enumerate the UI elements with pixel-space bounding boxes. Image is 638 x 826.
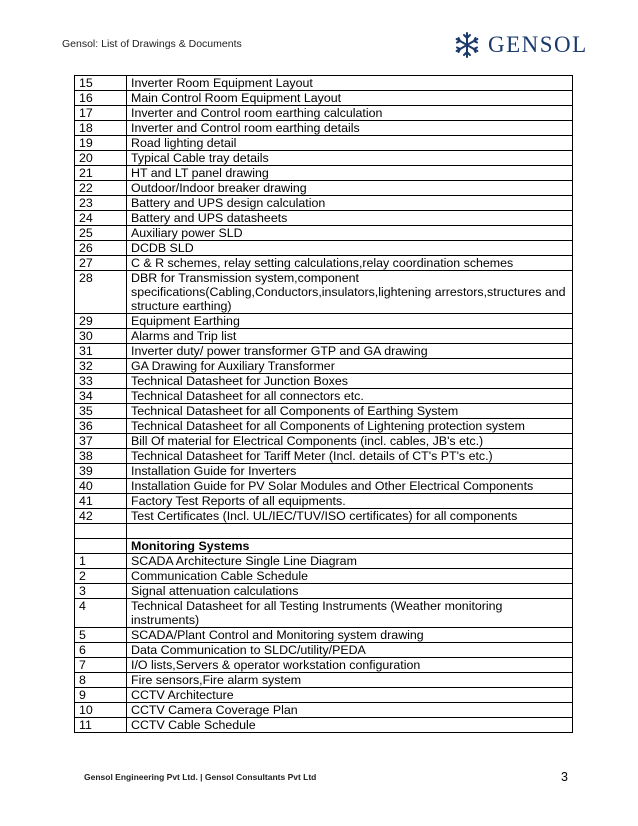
- table-row: [75, 569, 573, 584]
- section-header-row: [75, 539, 573, 554]
- row-description: Technical Datasheet for all Components of Lightening protection system: [127, 419, 573, 434]
- row-number: 3: [75, 584, 127, 599]
- row-description: Communication Cable Schedule: [127, 569, 573, 584]
- gensol-logo: [452, 28, 588, 62]
- row-description: GA Drawing for Auxiliary Transformer: [127, 359, 573, 374]
- row-number: 37: [75, 434, 127, 449]
- row-description: I/O lists,Servers & operator workstation configuration: [127, 658, 573, 673]
- row-number: 2: [75, 569, 127, 584]
- row-description: Test Certificates (Incl. UL/IEC/TUV/ISO certificates) for all components: [127, 509, 573, 524]
- row-number: 15: [75, 76, 127, 91]
- table-row: [75, 479, 573, 494]
- row-number: 20: [75, 151, 127, 166]
- row-description: Inverter and Control room earthing details: [127, 121, 573, 136]
- row-number: 27: [75, 256, 127, 271]
- table-row: [75, 226, 573, 241]
- row-description: Factory Test Reports of all equipments.: [127, 494, 573, 509]
- row-number: 38: [75, 449, 127, 464]
- row-description: Data Communication to SLDC/utility/PEDA: [127, 643, 573, 658]
- table-row: [75, 494, 573, 509]
- row-description: CCTV Cable Schedule: [127, 718, 573, 733]
- footer-company: Gensol Engineering Pvt Ltd. | Gensol Consultants Pvt Ltd: [84, 772, 317, 782]
- row-number: 32: [75, 359, 127, 374]
- table-body: [75, 76, 573, 733]
- section-title: Monitoring Systems: [127, 539, 573, 554]
- table-row: [75, 314, 573, 329]
- row-number: 36: [75, 419, 127, 434]
- row-number: 16: [75, 91, 127, 106]
- row-description: Battery and UPS datasheets: [127, 211, 573, 226]
- row-description: Typical Cable tray details: [127, 151, 573, 166]
- table-row: [75, 241, 573, 256]
- row-number: 42: [75, 509, 127, 524]
- table-row: [75, 599, 573, 628]
- row-description: Outdoor/Indoor breaker drawing: [127, 181, 573, 196]
- row-description: Battery and UPS design calculation: [127, 196, 573, 211]
- row-number: 24: [75, 211, 127, 226]
- table-row: [75, 419, 573, 434]
- table-row: [75, 389, 573, 404]
- table-row: [75, 628, 573, 643]
- table-row: [75, 166, 573, 181]
- row-number: [75, 539, 127, 554]
- row-description: SCADA/Plant Control and Monitoring system drawing: [127, 628, 573, 643]
- row-number: 4: [75, 599, 127, 628]
- row-description: Main Control Room Equipment Layout: [127, 91, 573, 106]
- row-description: Technical Datasheet for Junction Boxes: [127, 374, 573, 389]
- row-number: 39: [75, 464, 127, 479]
- row-description: Road lighting detail: [127, 136, 573, 151]
- table-row: [75, 271, 573, 314]
- blank-row: [75, 524, 573, 539]
- row-description: CCTV Architecture: [127, 688, 573, 703]
- table-row: [75, 329, 573, 344]
- table-row: [75, 703, 573, 718]
- row-number: 5: [75, 628, 127, 643]
- row-number: 23: [75, 196, 127, 211]
- row-description: Technical Datasheet for all connectors etc.: [127, 389, 573, 404]
- row-description: Technical Datasheet for all Components of Earthing System: [127, 404, 573, 419]
- row-number: [75, 524, 127, 539]
- row-description: Inverter Room Equipment Layout: [127, 76, 573, 91]
- table-row: [75, 196, 573, 211]
- row-number: 1: [75, 554, 127, 569]
- table-row: [75, 434, 573, 449]
- row-description: [127, 524, 573, 539]
- row-description: DBR for Transmission system,component specifications(Cabling,Conductors,insulators,lightening arrestors,structures and structure earthing): [127, 271, 573, 314]
- table-row: [75, 449, 573, 464]
- row-number: 9: [75, 688, 127, 703]
- row-number: 34: [75, 389, 127, 404]
- row-number: 29: [75, 314, 127, 329]
- row-number: 35: [75, 404, 127, 419]
- table-row: [75, 121, 573, 136]
- row-description: SCADA Architecture Single Line Diagram: [127, 554, 573, 569]
- table-row: [75, 344, 573, 359]
- table-row: [75, 673, 573, 688]
- table-row: [75, 643, 573, 658]
- table-row: [75, 404, 573, 419]
- row-number: 41: [75, 494, 127, 509]
- row-number: 40: [75, 479, 127, 494]
- row-number: 11: [75, 718, 127, 733]
- row-number: 10: [75, 703, 127, 718]
- table-row: [75, 509, 573, 524]
- row-number: 17: [75, 106, 127, 121]
- row-number: 18: [75, 121, 127, 136]
- table-row: [75, 718, 573, 733]
- table-row: [75, 151, 573, 166]
- row-description: Bill Of material for Electrical Components (incl. cables, JB's etc.): [127, 434, 573, 449]
- table-row: [75, 211, 573, 226]
- row-number: 19: [75, 136, 127, 151]
- row-number: 31: [75, 344, 127, 359]
- logo-wordmark: GENSOL: [488, 32, 588, 57]
- row-description: Auxiliary power SLD: [127, 226, 573, 241]
- row-description: C & R schemes, relay setting calculations,relay coordination schemes: [127, 256, 573, 271]
- table-row: [75, 181, 573, 196]
- snowflake-logo-icon: [452, 30, 482, 60]
- row-number: 25: [75, 226, 127, 241]
- row-description: Fire sensors,Fire alarm system: [127, 673, 573, 688]
- row-description: Signal attenuation calculations: [127, 584, 573, 599]
- drawings-documents-table: [74, 75, 573, 733]
- table-row: [75, 658, 573, 673]
- row-description: DCDB SLD: [127, 241, 573, 256]
- table-row: [75, 136, 573, 151]
- page-header-title: Gensol: List of Drawings & Documents: [62, 38, 242, 50]
- row-description: Installation Guide for PV Solar Modules and Other Electrical Components: [127, 479, 573, 494]
- table-row: [75, 91, 573, 106]
- row-number: 22: [75, 181, 127, 196]
- row-description: CCTV Camera Coverage Plan: [127, 703, 573, 718]
- table-row: [75, 584, 573, 599]
- row-number: 33: [75, 374, 127, 389]
- row-number: 8: [75, 673, 127, 688]
- row-number: 30: [75, 329, 127, 344]
- row-description: Installation Guide for Inverters: [127, 464, 573, 479]
- table-row: [75, 359, 573, 374]
- row-description: Alarms and Trip list: [127, 329, 573, 344]
- table-row: [75, 256, 573, 271]
- row-description: Technical Datasheet for all Testing Instruments (Weather monitoring instruments): [127, 599, 573, 628]
- table-row: [75, 464, 573, 479]
- row-number: 21: [75, 166, 127, 181]
- row-description: Inverter and Control room earthing calculation: [127, 106, 573, 121]
- table-row: [75, 374, 573, 389]
- row-description: Technical Datasheet for Tariff Meter (Incl. details of CT's PT's etc.): [127, 449, 573, 464]
- table-row: [75, 688, 573, 703]
- row-description: HT and LT panel drawing: [127, 166, 573, 181]
- row-number: 28: [75, 271, 127, 314]
- row-number: 26: [75, 241, 127, 256]
- row-description: Equipment Earthing: [127, 314, 573, 329]
- row-number: 6: [75, 643, 127, 658]
- table-row: [75, 76, 573, 91]
- row-number: 7: [75, 658, 127, 673]
- table-row: [75, 106, 573, 121]
- table-row: [75, 554, 573, 569]
- page-number: 3: [561, 770, 568, 784]
- row-description: Inverter duty/ power transformer GTP and GA drawing: [127, 344, 573, 359]
